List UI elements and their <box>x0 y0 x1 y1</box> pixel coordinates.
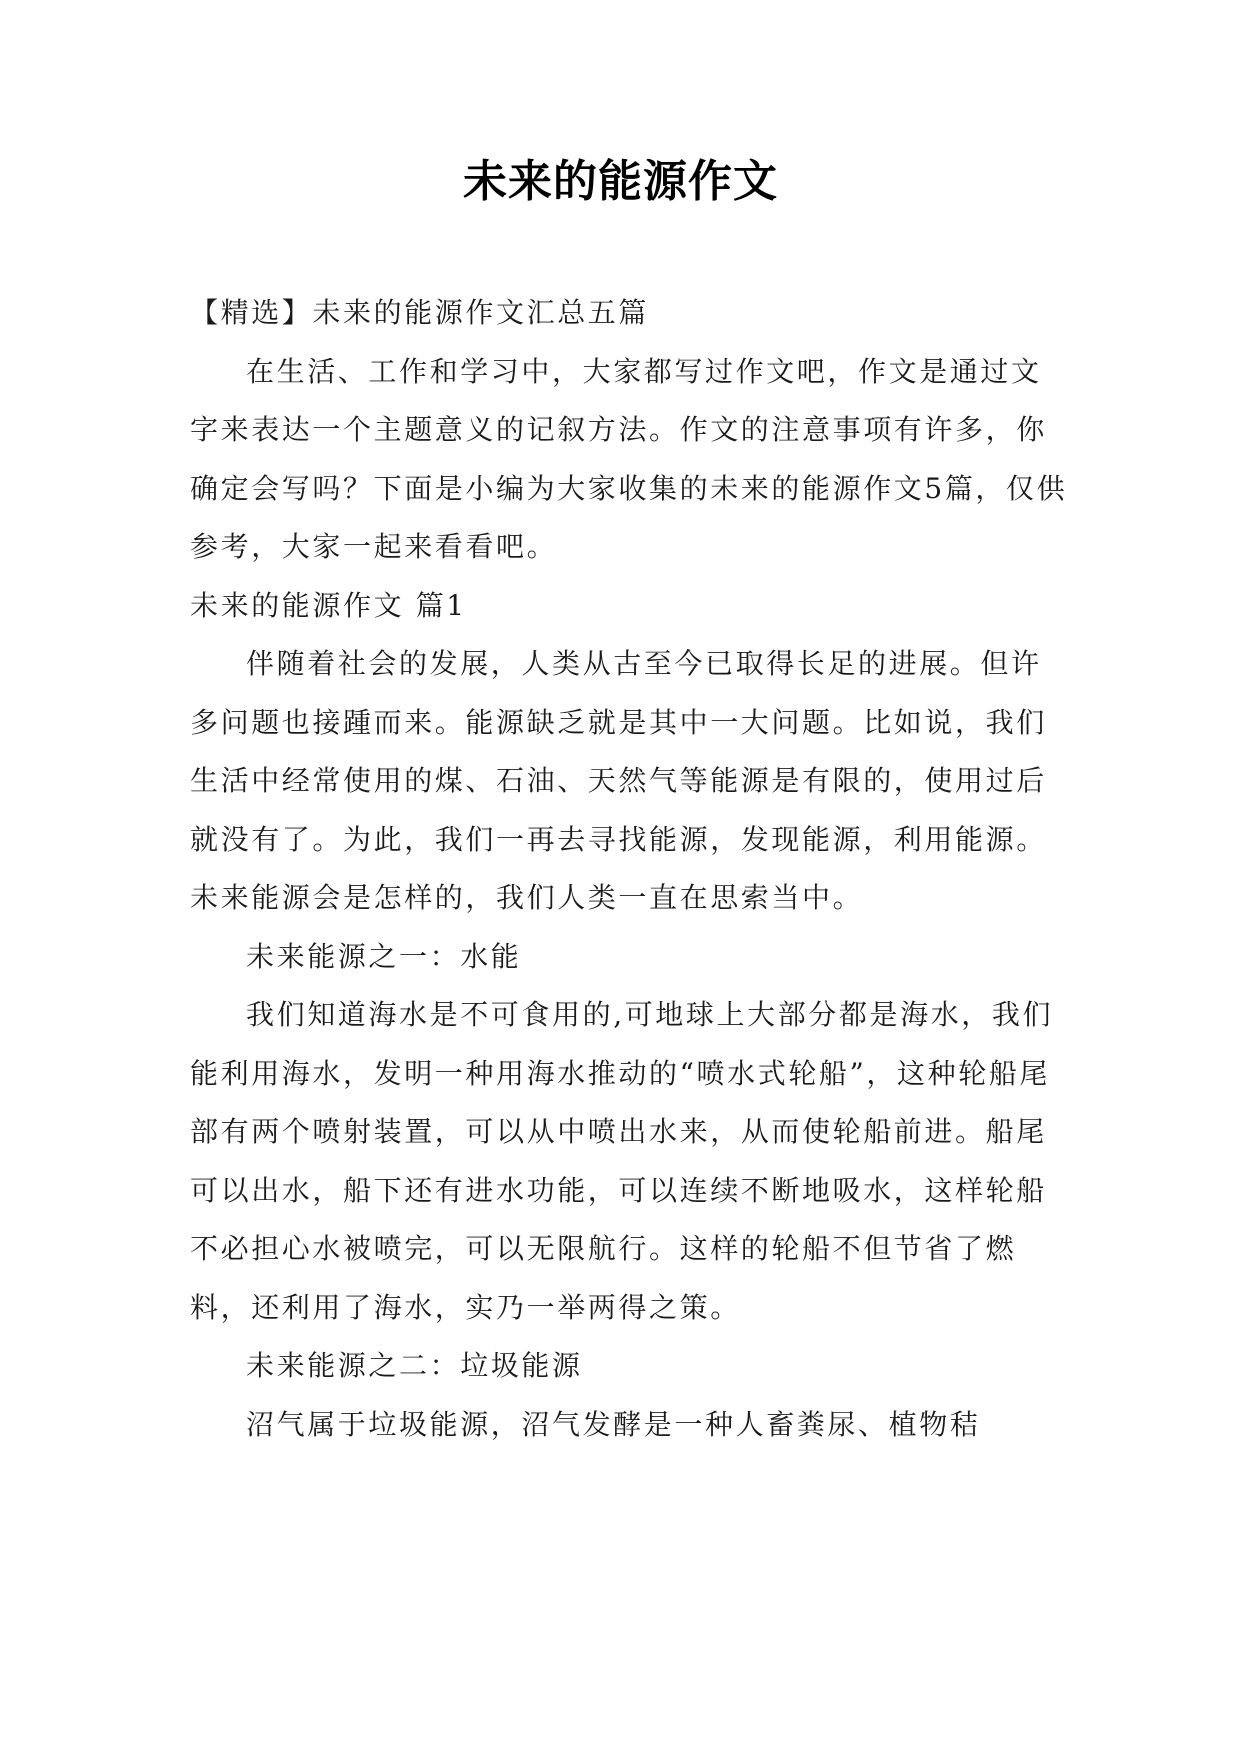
body-paragraph: 伴随着社会的发展，人类从古至今已取得长足的进展。但许多问题也接踵而来。能源缺乏就是其中一大问题。比如说，我们生活中经常使用的煤、石油、天然气等能源是有限的，使用过后就没有了。为此，我们一再去寻找能源，发现能源，利用能源。未来能源会是怎样的，我们人类一直在思索当中。 <box>190 647 1047 914</box>
subsection-heading: 未来能源之二：垃圾能源 <box>246 1349 583 1382</box>
intro-paragraph: 在生活、工作和学习中，大家都写过作文吧，作文是通过文字来表达一个主题意义的记叙方法。作文的注意事项有许多，你确定会写吗？下面是小编为大家收集的未来的能源作文5篇，仅供参考，大家一起来看看吧。 <box>190 354 1068 563</box>
lead-line: 【精选】未来的能源作文汇总五篇 <box>190 296 650 329</box>
document-title: 未来的能源作文 <box>463 156 778 207</box>
section-heading: 未来的能源作文 篇1 <box>190 588 467 622</box>
subsection-heading: 未来能源之一：水能 <box>246 939 522 973</box>
body-paragraph: 沼气属于垃圾能源，沼气发酵是一种人畜粪尿、植物秸 <box>246 1407 981 1441</box>
body-paragraph: 我们知道海水是不可食用的,可地球上大部分都是海水，我们能利用海水，发明一种用海水推动的“喷水式轮船”，这种轮船尾部有两个喷射装置，可以从中喷出水来，从而使轮船前进。船尾可以出水，船下还有进水功能，可以连续不断地吸水，这样轮船不必担心水被喷完，可以无限航行。这样的轮船不但节省了燃料，还利用了海水，实乃一举两得之策。 <box>190 998 1054 1324</box>
document-body <box>190 284 1070 1454</box>
